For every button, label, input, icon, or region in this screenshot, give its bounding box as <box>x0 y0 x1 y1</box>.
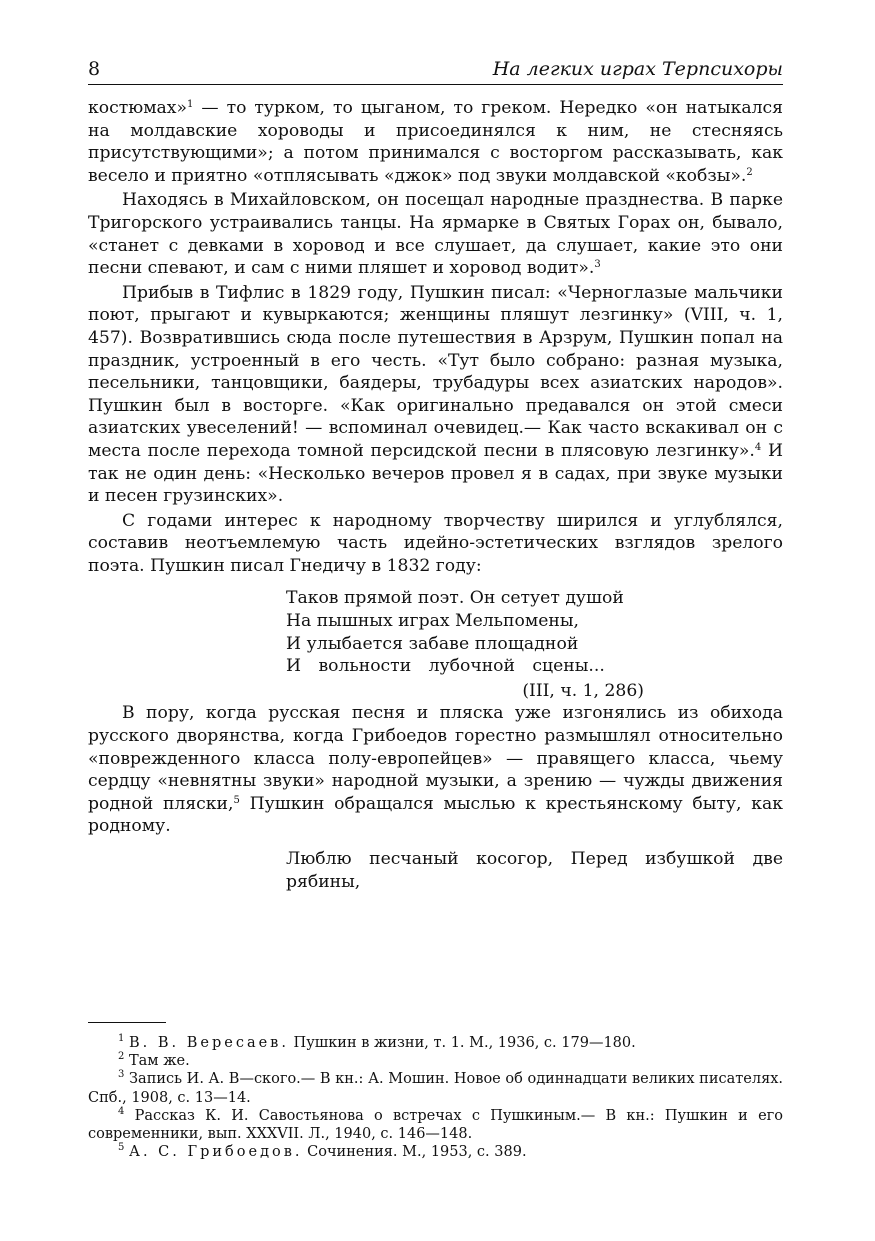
text-run: С годами интерес к народному творчеству ширился и углублялся, составив неотъемлемую часть идейно-эстетических взглядов зрелого поэта. Пушкин писал Гнедичу в 1832 году: <box>88 510 783 576</box>
verse-quote-2 <box>286 848 783 893</box>
text-run: В пору, когда русская песня и пляска уже изгонялись из обихода русского дворянства, когда Грибоедов горестно размышлял относительно «поврежденного класса полу-европейцев» — правящего класса, чьему сердцу «невнятны звуки» народной музыки, а зрению — чужды движения родной пляски, <box>88 703 783 814</box>
footnotes <box>88 1034 783 1161</box>
running-title: На легких играх Терпсихоры <box>492 58 783 80</box>
paragraphs <box>88 97 783 577</box>
text-run: костюмах» <box>88 98 188 118</box>
main-text <box>88 97 783 893</box>
footnote-number: 2 <box>118 1051 125 1063</box>
verse-line: Таков прямой поэт. Он сетует душой <box>286 588 624 609</box>
footnote-ref: 4 <box>754 441 762 453</box>
footnote-number: 3 <box>118 1069 125 1081</box>
paragraph <box>88 97 783 187</box>
text-run: — то турком, то цыганом, то греком. Нередко «он натыкался на молдавские хороводы и присоединялся к ним, не стесняясь присутствующими»; а потом принимался с восторгом рассказывать, как весело и приятно «отплясывать «джок» под звуки молдавской «кобзы». <box>88 98 783 186</box>
footnote-author: В. В. Вересаев. <box>128 1035 289 1051</box>
footnote-author: А. С. Грибоедов. <box>128 1144 303 1161</box>
verse-line: И вольности лубочной сцены... <box>286 656 605 677</box>
paragraph <box>88 282 783 508</box>
text-run: Прибыв в Тифлис в 1829 году, Пушкин писал: «Черноглазые мальчики поют, прыгают и кувыркаются; женщины пляшут лезгинку» (VIII, ч. 1, 457). Возвратившись сюда после путешествия в Арзрум, Пушкин попал на праздник, устроенный в его честь. «Тут было собрано: разная музыка, песельники, танцовщики, баядеры, трубадуры всех азиатских народов». Пушкин был в восторге. «Как оригинально предавался он этой смеси азиатских увеселений! — вспоминал очевидец.— Как часто вскакивал он с места после перехода томной персидской песни в плясовую лезгинку». <box>88 282 783 461</box>
footnote-separator <box>88 1022 166 1023</box>
footnote <box>88 1143 783 1161</box>
footnote-number: 5 <box>118 1142 125 1154</box>
text-run: И так не один день: «Несколько вечеров провел я в садах, при звуке музыки и песен грузинских». <box>88 440 783 507</box>
paragraph <box>88 189 783 279</box>
paragraph <box>88 510 783 578</box>
footnote-ref: 5 <box>233 794 240 806</box>
verse-line: Перед избушкой две рябины, <box>286 849 783 892</box>
text-run: Пушкин обращался мыслью к крестьянскому быту, как родному. <box>88 793 783 837</box>
footnote-ref: 3 <box>594 259 601 271</box>
footnote-ref: 2 <box>746 166 753 178</box>
footnote-text: Запись И. А. В—ского.— В кн.: А. Мошин. Новое об одиннадцати великих писателях. Спб., 1908, с. 13—14. <box>88 1071 784 1106</box>
paragraph <box>88 702 783 838</box>
verse-line: И улыбается забаве площадной <box>286 633 579 654</box>
verse-quote <box>286 587 783 702</box>
page <box>88 58 783 893</box>
text-run: Находясь в Михайловском, он посещал народные празднества. В парке Тригорского устраивались танцы. На ярмарке в Святых Горах он, бывало, «станет с девками в хоровод и все слушает, да слушает, какие это они песни спевают, и сам с ними пляшет и хоровод водит». <box>88 190 783 279</box>
footnote-text: Сочинения. М., 1953, с. 389. <box>302 1144 527 1161</box>
footnote-text: Там же. <box>128 1053 190 1070</box>
verse-line: На пышных играх Мельпомены, <box>286 611 579 632</box>
footnote <box>88 1052 783 1070</box>
footnote <box>88 1107 783 1143</box>
footnote <box>88 1034 783 1052</box>
page-header <box>88 58 783 85</box>
verse-line: Люблю песчаный косогор, <box>286 849 554 869</box>
footnote-ref: 1 <box>187 99 194 110</box>
footnote-text: Рассказ К. И. Савостьянова о встречах с Пушкиным.— В кн.: Пушкин и его современники, вып. XXXVII. Л., 1940, с. 146—148. <box>88 1107 784 1143</box>
verse-reference: (III, ч. 1, 286) <box>522 680 644 701</box>
page-number: 8 <box>88 58 101 80</box>
footnote-number: 1 <box>118 1033 125 1044</box>
footnote <box>88 1070 783 1106</box>
footnote-text: Пушкин в жизни, т. 1. М., 1936, с. 179—180. <box>288 1035 636 1051</box>
footnote-number: 4 <box>118 1105 125 1117</box>
